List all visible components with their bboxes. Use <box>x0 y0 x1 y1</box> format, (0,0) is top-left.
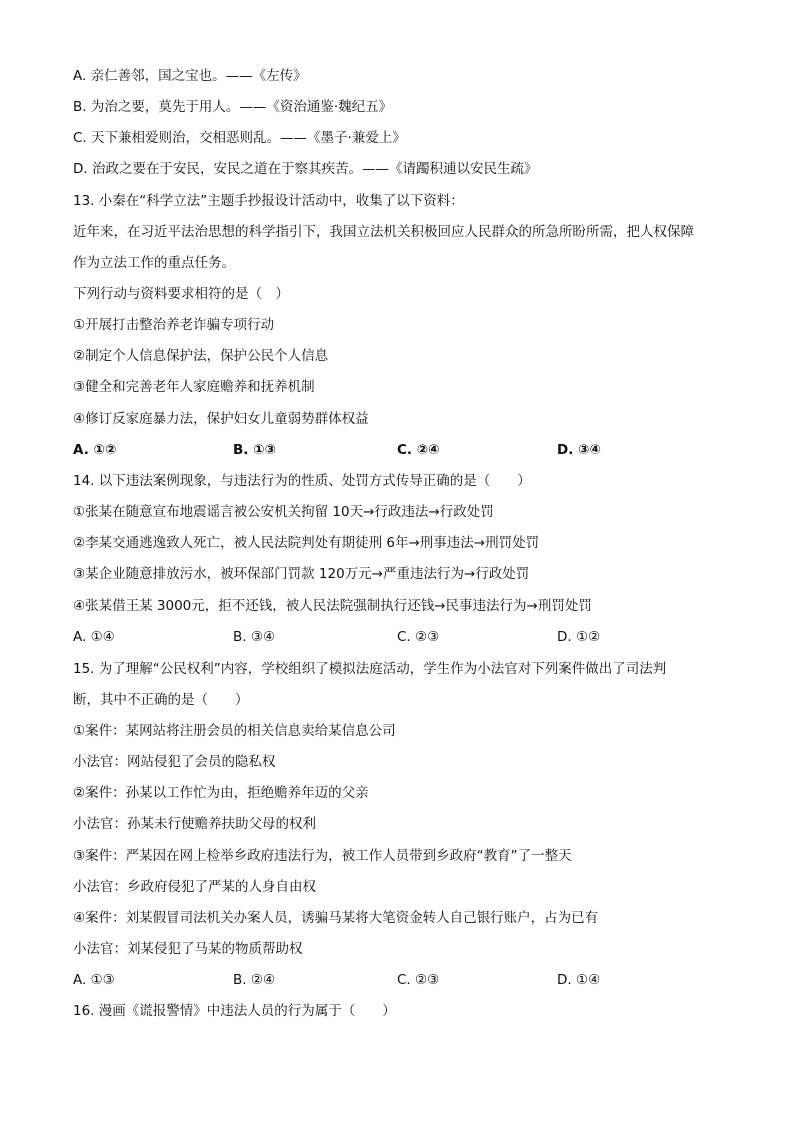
q14-item-3: ③某企业随意排放污水，被环保部门罚款 120万元→严重违法行为→行政处罚 <box>73 566 530 582</box>
q13-material-line-1: 近年来，在习近平法治思想的科学指引下，我国立法机关积极回应人民群众的所急所盼所需，把人权保障 <box>73 224 694 240</box>
q14-stem: 14. 以下违法案例现象，与违法行为的性质、处罚方式传导正确的是（ ） <box>73 473 531 489</box>
q13-option-a[interactable]: A. ①② <box>73 442 117 458</box>
q15-option-d[interactable]: D. ①④ <box>557 972 601 988</box>
q12-option-b: B. 为治之要，莫先于用人。——《资治通鉴·魏纪五》 <box>73 99 393 115</box>
q13-material-line-2: 作为立法工作的重点任务。 <box>73 255 235 271</box>
q12-option-d: D. 治政之要在于安民，安民之道在于察其疾苦。——《请躅积逋以安民生疏》 <box>73 161 538 177</box>
q14-options <box>73 628 753 646</box>
q13-option-b[interactable]: B. ①③ <box>233 442 276 458</box>
q14-option-b[interactable]: B. ③④ <box>233 629 276 645</box>
q14-item-1: ①张某在随意宣布地震谣言被公安机关拘留 10天→行政违法→行政处罚 <box>73 504 494 520</box>
q15-stem-line-1: 15. 为了理解“公民权利”内容，学校组织了模拟法庭活动，学生作为小法官对下列案件做出了司法判 <box>73 661 667 677</box>
q14-option-a[interactable]: A. ①④ <box>73 629 115 645</box>
q13-question: 下列行动与资料要求相符的是（ ） <box>73 286 289 302</box>
q13-option-d[interactable]: D. ③④ <box>557 442 601 458</box>
q14-item-4: ④张某借王某 3000元，拒不还钱，被人民法院强制执行还钱→民事违法行为→刑罚处罚 <box>73 598 592 614</box>
q12-option-a: A. 亲仁善邻，国之宝也。——《左传》 <box>73 68 307 84</box>
q14-item-2: ②李某交通逃逸致人死亡，被人民法院判处有期徒刑 6年→刑事违法→刑罚处罚 <box>73 535 540 551</box>
q15-judge-4: 小法官：刘某侵犯了马某的物质帮助权 <box>73 941 303 957</box>
q15-case-1: ①案件：某网站将注册会员的相关信息卖给某信息公司 <box>73 723 396 739</box>
q13-item-4: ④修订反家庭暴力法，保护妇女儿童弱势群体权益 <box>73 411 369 427</box>
q15-option-c[interactable]: C. ②③ <box>397 972 440 988</box>
q15-case-4: ④案件：刘某假冒司法机关办案人员，诱骗马某将大笔资金转人自己银行账户，占为已有 <box>73 910 599 926</box>
q15-option-b[interactable]: B. ②④ <box>233 972 276 988</box>
q15-case-2: ②案件：孙某以工作忙为由，拒绝赡养年迈的父亲 <box>73 785 369 801</box>
q13-item-2: ②制定个人信息保护法，保护公民个人信息 <box>73 348 329 364</box>
q13-item-1: ①开展打击整治养老诈骗专项行动 <box>73 317 275 333</box>
q16-stem: 16. 漫画《谎报警情》中违法人员的行为属于（ ） <box>73 1003 396 1019</box>
q13-options <box>73 441 753 459</box>
q13-stem: 13. 小秦在“科学立法”主题手抄报设计活动中，收集了以下资料： <box>73 193 464 209</box>
q15-judge-1: 小法官：网站侵犯了会员的隐私权 <box>73 754 276 770</box>
q15-judge-3: 小法官：乡政府侵犯了严某的人身自由权 <box>73 879 316 895</box>
q15-option-a[interactable]: A. ①③ <box>73 972 115 988</box>
q13-item-3: ③健全和完善老年人家庭赡养和抚养机制 <box>73 379 315 395</box>
q14-option-d[interactable]: D. ①② <box>557 629 601 645</box>
q15-options <box>73 971 753 989</box>
q13-option-c[interactable]: C. ②④ <box>397 442 440 458</box>
q15-stem-line-2: 断，其中不正确的是（ ） <box>73 692 249 708</box>
q15-case-3: ③案件：严某因在网上检举乡政府违法行为，被工作人员带到乡政府“教育”了一整天 <box>73 848 572 864</box>
q12-option-c: C. 天下兼相爱则治，交相恶则乱。——《墨子·兼爱上》 <box>73 130 406 146</box>
q14-option-c[interactable]: C. ②③ <box>397 629 440 645</box>
q15-judge-2: 小法官：孙某未行使赡养扶助父母的权利 <box>73 816 316 832</box>
